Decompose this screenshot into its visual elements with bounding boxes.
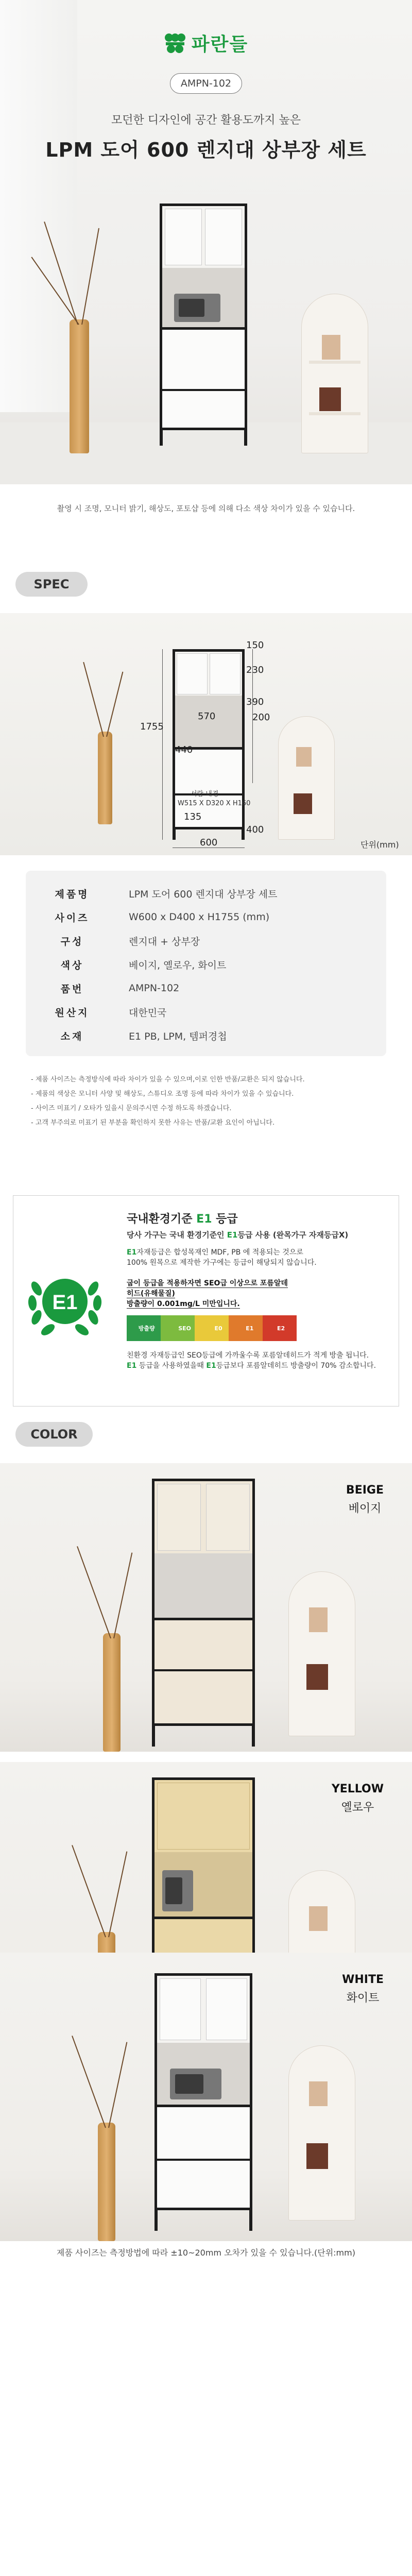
color-en: WHITE [342, 1973, 384, 1986]
color-ko: 베이지 [348, 1502, 382, 1515]
e1-title-suffix: 등급 [212, 1213, 238, 1226]
e1-para2-line1: 친환경 자재등급인 SEO등급에 가까울수록 포름알데히드가 적게 방출 됩니다. [127, 1351, 369, 1360]
e1-badge-text: E1 [52, 1291, 78, 1314]
dimension-150: 150 [246, 640, 264, 651]
e1-para2-accent: E1 [127, 1362, 137, 1370]
color-ko: 옐로우 [341, 1801, 374, 1814]
dimension-line [162, 649, 163, 840]
decor-branch [83, 662, 104, 737]
decor-arch-shelf [288, 2045, 355, 2221]
color-heading: COLOR [15, 1422, 93, 1447]
hero-subtitle: 모던한 디자인에 공간 활용도까지 높은 [111, 114, 301, 127]
drawer-inner-size: W515 X D320 X H160 [178, 800, 251, 807]
e1-para1-accent: E1 [127, 1248, 137, 1257]
dimension-1755: 1755 [140, 721, 164, 732]
color-name-yellow [332, 1783, 384, 1815]
spec-value: LPM 도어 600 렌지대 상부장 세트 [129, 888, 278, 900]
dimension-400: 400 [246, 824, 264, 835]
dimension-200: 200 [252, 712, 270, 723]
grade-e2: E2 [277, 1325, 285, 1332]
color-panel-white [0, 1953, 412, 2241]
spec-key: 사이즈 [55, 912, 90, 924]
spec-row [26, 930, 386, 951]
decor-branch [113, 1553, 132, 1639]
decor-book [309, 2081, 328, 2106]
spec-key: 제품명 [55, 888, 90, 900]
hero-cabinet-illustration [160, 204, 247, 446]
e1-highlight-line2: 방출량이 0.001mg/L 미만입니다. [127, 1300, 240, 1308]
e1-para1-line1: 자재등급은 합성목재인 MDF, PB 에 적용되는 것으로 [136, 1248, 303, 1257]
decor-arch-shelf [278, 716, 335, 840]
spec-table [26, 871, 386, 1056]
decor-book [306, 2143, 328, 2169]
spec-value: E1 PB, LPM, 템퍼경첩 [129, 1030, 227, 1042]
decor-branch [72, 2036, 106, 2128]
e1-subtitle-suffix: 등급 사용 (완목가구 자재등급X) [237, 1230, 349, 1240]
decor-book [306, 1664, 328, 1690]
e1-grade-box [13, 1195, 399, 1406]
spec-row [26, 883, 386, 904]
spec-note: - 제품 사이즈는 측정방식에 따라 차이가 있을 수 있으며,이로 인한 반품/교환은 되지 않습니다. [31, 1076, 305, 1083]
decor-branch [108, 1852, 127, 1938]
spec-row [26, 954, 386, 975]
spec-value: 대한민국 [129, 1007, 167, 1019]
emission-grade-labels [127, 1317, 297, 1339]
spec-key: 색상 [60, 959, 84, 971]
unit-label: 단위(mm) [360, 840, 399, 850]
decor-vase [98, 732, 112, 824]
e1-para2-accent-2: E1 [206, 1362, 216, 1370]
decor-book [309, 1607, 328, 1632]
hero-title: LPM 도어 600 렌지대 상부장 세트 [45, 139, 367, 161]
spec-key: 구성 [60, 936, 84, 947]
color-en: BEIGE [346, 1484, 384, 1497]
e1-para2-line2: 등급을 사용하였을때 [136, 1362, 207, 1370]
brand-logo-icon [164, 33, 186, 54]
decor-branch [106, 672, 123, 737]
e1-paragraph-2 [127, 1350, 389, 1371]
spec-value: 렌지대 + 상부장 [129, 936, 200, 947]
e1-laurel-icon [21, 1258, 109, 1345]
decor-vase [70, 319, 89, 453]
spec-note: - 고객 부주의로 미표기 된 부분을 확인하지 못한 사유는 반품/교환 요인이 아닙니다. [31, 1119, 275, 1127]
dimension-440: 440 [175, 744, 193, 755]
decor-branch [77, 1546, 111, 1638]
decor-book [294, 793, 312, 814]
spec-dimension-image [0, 613, 412, 855]
spec-heading: SPEC [15, 572, 88, 597]
dimension-600: 600 [200, 837, 218, 848]
e1-highlight-line1: 굽이 등급을 적용하자면 SEO급 이상으로 포름알데히드(유해물질) [127, 1279, 288, 1298]
e1-title-prefix: 국내환경기준 [127, 1213, 197, 1226]
spec-key: 원산지 [55, 1007, 90, 1019]
decor-branch [81, 228, 99, 325]
spec-value: 베이지, 옐로우, 화이트 [129, 959, 227, 971]
e1-paragraph-1 [127, 1247, 389, 1268]
dimension-135: 135 [184, 811, 202, 822]
photo-color-caption: 촬영 시 조명, 모니터 밝기, 해상도, 포토샵 등에 의해 다소 색상 차이가 있을 수 있습니다. [57, 504, 355, 513]
e1-title-accent: E1 [196, 1213, 212, 1226]
white-cabinet [154, 1973, 252, 2231]
emission-label: 방출량 [138, 1325, 155, 1332]
e1-subtitle-accent: E1 [227, 1230, 238, 1240]
spec-key: 품번 [60, 983, 84, 995]
spec-row [26, 978, 386, 998]
model-number-badge: AMPN-102 [170, 73, 242, 94]
decor-book [319, 387, 341, 411]
color-name-white [342, 1973, 384, 2005]
grade-seo: SEO [178, 1325, 191, 1332]
dimension-570: 570 [198, 711, 216, 722]
e1-para1-line2: 100% 원목으로 제작한 가구에는 등급이 해당되지 않습니다. [127, 1259, 317, 1267]
e1-highlight [127, 1278, 291, 1309]
spec-value: W600 x D400 x H1755 (mm) [129, 911, 270, 923]
e1-title [127, 1210, 238, 1226]
color-name-beige [346, 1484, 384, 1516]
decor-arch-shelf [301, 294, 368, 453]
decor-vase [103, 1633, 121, 1752]
grade-e0: E0 [214, 1325, 222, 1332]
e1-subtitle [127, 1229, 348, 1240]
color-ko: 화이트 [346, 1992, 380, 2005]
footer-size-note: 제품 사이즈는 측정방법에 따라 ±10~20mm 오차가 있을 수 있습니다.(단위:mm) [57, 2248, 355, 2258]
spec-value: AMPN-102 [129, 982, 180, 994]
window-light [0, 0, 77, 412]
hero-section [0, 0, 412, 484]
spec-notes [31, 1073, 381, 1130]
decor-book [309, 1906, 328, 1931]
dimension-230: 230 [246, 665, 264, 675]
brand-header [0, 30, 412, 56]
decor-branch [108, 2042, 127, 2128]
dimension-390: 390 [246, 697, 264, 707]
spec-key: 소재 [60, 1030, 84, 1042]
spec-note: - 사이즈 미표기 / 오타가 있을시 문의주시면 수정 하도록 하겠습니다. [31, 1105, 232, 1112]
e1-subtitle-prefix: 당사 가구는 국내 환경기준인 [127, 1230, 227, 1240]
e1-para2-line2-end: 등급보다 포름알데히드 방출량이 70% 감소합니다. [216, 1362, 376, 1370]
color-en: YELLOW [331, 1783, 384, 1795]
decor-arch-shelf [288, 1571, 355, 1736]
decor-book [322, 335, 340, 360]
brand-name: 파란들 [191, 34, 249, 55]
decor-shelf-plank [309, 412, 360, 415]
drawer-inner-label: 서랍 내경 [191, 790, 219, 798]
grade-e1: E1 [246, 1325, 254, 1332]
color-panel-beige [0, 1463, 412, 1752]
beige-cabinet [152, 1479, 255, 1747]
decor-vase [98, 2123, 115, 2241]
spec-note: - 제품의 색상은 모니터 사양 및 해상도, 스튜디오 조명 등에 따라 차이가 있을 수 있습니다. [31, 1090, 294, 1098]
spec-row [26, 1025, 386, 1046]
decor-shelf-plank [309, 361, 360, 364]
spec-row [26, 1002, 386, 1022]
spec-row [26, 907, 386, 927]
decor-book [296, 747, 312, 767]
decor-branch [72, 1845, 106, 1937]
